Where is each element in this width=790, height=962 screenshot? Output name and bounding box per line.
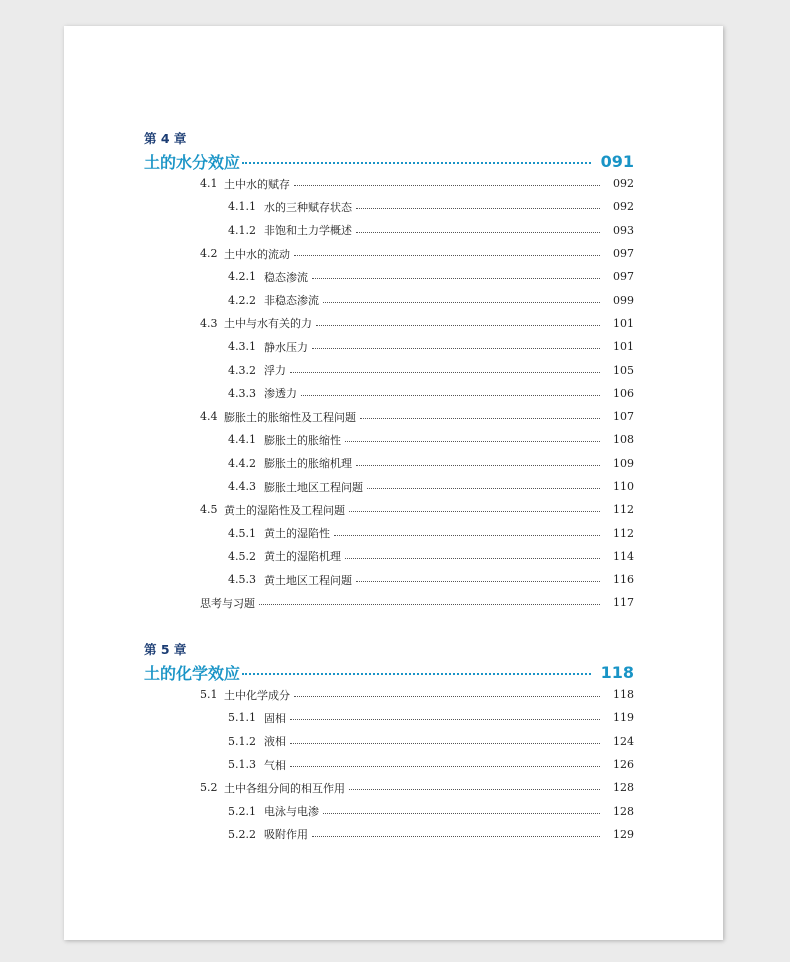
dot-leader bbox=[312, 278, 600, 279]
section-number: 5.2.2 bbox=[228, 827, 256, 841]
chapter-4-section bbox=[144, 130, 634, 615]
chapter-label: 第 4 章 bbox=[144, 131, 187, 146]
chapter-entries bbox=[144, 172, 634, 615]
section-number: 4.3.1 bbox=[228, 340, 256, 354]
section-title: 静水压力 bbox=[264, 340, 308, 354]
chapter-5-section bbox=[144, 641, 634, 846]
page-number: 117 bbox=[613, 596, 634, 610]
page-number: 112 bbox=[613, 526, 634, 540]
section-number: 4.2.2 bbox=[228, 293, 256, 307]
chapter-page-number: 118 bbox=[600, 662, 634, 682]
section-title: 思考与习题 bbox=[200, 596, 255, 610]
page-number: 118 bbox=[613, 688, 634, 702]
dot-leader bbox=[356, 232, 600, 233]
section-title: 非饱和土力学概述 bbox=[264, 224, 352, 238]
toc-entry[interactable] bbox=[144, 545, 634, 568]
section-number: 5.1.1 bbox=[228, 711, 256, 725]
toc-entry[interactable] bbox=[144, 195, 634, 218]
page-number: 092 bbox=[613, 177, 634, 191]
page-number: 114 bbox=[613, 549, 634, 563]
page-number: 124 bbox=[613, 734, 634, 748]
toc-entry[interactable] bbox=[144, 591, 634, 614]
toc-entry[interactable] bbox=[144, 172, 634, 195]
section-title: 稳态渗流 bbox=[264, 270, 308, 284]
toc-entry[interactable] bbox=[144, 219, 634, 242]
dot-leader bbox=[301, 395, 600, 396]
page-number: 128 bbox=[613, 781, 634, 795]
dot-leader bbox=[294, 185, 600, 186]
section-number: 4.5.1 bbox=[228, 526, 256, 540]
section-title: 土中各组分间的相互作用 bbox=[224, 781, 345, 795]
section-number: 4.2.1 bbox=[228, 270, 256, 284]
chapter-label: 第 5 章 bbox=[144, 642, 187, 657]
chapter-title: 土的化学效应 bbox=[144, 663, 241, 683]
dot-leader bbox=[290, 719, 600, 720]
section-title: 水的三种赋存状态 bbox=[264, 200, 352, 214]
dot-leader bbox=[349, 511, 600, 512]
dot-leader bbox=[345, 558, 600, 559]
section-title: 膨胀土的胀缩性 bbox=[264, 433, 341, 447]
section-title: 吸附作用 bbox=[264, 828, 308, 842]
toc-entry[interactable] bbox=[144, 428, 634, 451]
dot-leader bbox=[294, 696, 600, 697]
toc-entry[interactable] bbox=[144, 498, 634, 521]
section-title: 黄土的湿陷机理 bbox=[264, 550, 341, 564]
toc-entry[interactable] bbox=[144, 823, 634, 846]
page-number: 097 bbox=[613, 247, 634, 261]
section-title: 浮力 bbox=[264, 364, 286, 378]
page-number: 126 bbox=[613, 758, 634, 772]
section-title: 黄土地区工程问题 bbox=[264, 573, 352, 587]
toc-entry[interactable] bbox=[144, 706, 634, 729]
dot-leader bbox=[290, 372, 600, 373]
toc-entry[interactable] bbox=[144, 335, 634, 358]
section-number: 4.3.2 bbox=[228, 363, 256, 377]
section-number: 5.2.1 bbox=[228, 804, 256, 818]
dot-leader bbox=[242, 673, 591, 675]
section-title: 膨胀土的胀缩性及工程问题 bbox=[224, 410, 356, 424]
chapter-title-row[interactable] bbox=[144, 661, 634, 683]
page-number: 097 bbox=[613, 270, 634, 284]
section-number: 4.2 bbox=[200, 247, 218, 261]
toc-entry[interactable] bbox=[144, 312, 634, 335]
section-title: 黄土的湿陷性及工程问题 bbox=[224, 503, 345, 517]
section-number: 5.2 bbox=[200, 781, 218, 795]
dot-leader bbox=[323, 813, 600, 814]
section-number: 4.4.1 bbox=[228, 433, 256, 447]
dot-leader bbox=[356, 208, 600, 209]
toc-entry[interactable] bbox=[144, 452, 634, 475]
page-number: 109 bbox=[613, 456, 634, 470]
page-number: 105 bbox=[613, 363, 634, 377]
toc-entry[interactable] bbox=[144, 799, 634, 822]
chapter-title: 土的水分效应 bbox=[144, 152, 241, 172]
section-number: 4.4 bbox=[200, 410, 218, 424]
section-number: 4.4.2 bbox=[228, 456, 256, 470]
toc-entry[interactable] bbox=[144, 242, 634, 265]
section-number: 4.1.1 bbox=[228, 200, 256, 214]
dot-leader bbox=[312, 836, 600, 837]
section-title: 土中水的赋存 bbox=[224, 177, 290, 191]
toc-entry[interactable] bbox=[144, 265, 634, 288]
dot-leader bbox=[323, 302, 600, 303]
page-number: 101 bbox=[613, 316, 634, 330]
section-number: 5.1 bbox=[200, 688, 218, 702]
section-number: 4.4.3 bbox=[228, 480, 256, 493]
section-title: 气相 bbox=[264, 758, 286, 772]
section-number: 4.1 bbox=[200, 177, 218, 191]
toc-entry[interactable] bbox=[144, 753, 634, 776]
dot-leader bbox=[334, 535, 600, 536]
page-number: 112 bbox=[613, 503, 634, 517]
chapter-page-number: 091 bbox=[600, 151, 634, 171]
toc-entry[interactable] bbox=[144, 568, 634, 591]
dot-leader bbox=[367, 488, 600, 489]
section-title: 土中与水有关的力 bbox=[224, 317, 312, 331]
toc-entry[interactable] bbox=[144, 358, 634, 381]
dot-leader bbox=[294, 255, 600, 256]
page-number: 093 bbox=[613, 223, 634, 237]
dot-leader bbox=[349, 789, 600, 790]
section-title: 膨胀土的胀缩机理 bbox=[264, 457, 352, 471]
section-title: 固相 bbox=[264, 711, 286, 725]
dot-leader bbox=[316, 325, 600, 326]
toc-entry[interactable] bbox=[144, 405, 634, 428]
page-number: 099 bbox=[613, 293, 634, 307]
page-number: 106 bbox=[613, 386, 634, 400]
dot-leader bbox=[312, 348, 600, 349]
chapter-entries bbox=[144, 683, 634, 846]
section-number: 4.3.3 bbox=[228, 386, 256, 400]
section-number: 4.3 bbox=[200, 316, 218, 330]
page-number: 116 bbox=[613, 573, 634, 587]
section-title: 黄土的湿陷性 bbox=[264, 527, 330, 541]
page-number: 092 bbox=[613, 200, 634, 214]
toc-entry[interactable] bbox=[144, 521, 634, 544]
page-number: 101 bbox=[613, 340, 634, 354]
dot-leader bbox=[356, 581, 600, 582]
page-number: 129 bbox=[613, 827, 634, 841]
section-title: 渗透力 bbox=[264, 387, 297, 401]
section-number: 5.1.3 bbox=[228, 758, 256, 772]
toc-entry[interactable] bbox=[144, 475, 634, 498]
section-number: 4.5.3 bbox=[228, 573, 256, 587]
dot-leader bbox=[356, 465, 600, 466]
page-number: 119 bbox=[613, 711, 634, 725]
toc-entry[interactable] bbox=[144, 683, 634, 706]
page-number: 108 bbox=[613, 433, 634, 447]
dot-leader bbox=[290, 766, 600, 767]
chapter-title-row[interactable] bbox=[144, 150, 634, 172]
section-title: 液相 bbox=[264, 735, 286, 749]
toc-entry[interactable] bbox=[144, 730, 634, 753]
page-number: 128 bbox=[613, 804, 634, 818]
section-number: 4.1.2 bbox=[228, 223, 256, 237]
dot-leader bbox=[242, 162, 591, 164]
section-number: 4.5 bbox=[200, 503, 218, 517]
dot-leader bbox=[360, 418, 600, 419]
section-title: 土中化学成分 bbox=[224, 688, 290, 702]
dot-leader bbox=[259, 604, 600, 605]
section-title: 土中水的流动 bbox=[224, 247, 290, 261]
dot-leader bbox=[345, 441, 600, 442]
section-title: 电泳与电渗 bbox=[264, 805, 319, 819]
section-number: 4.5.2 bbox=[228, 549, 256, 563]
dot-leader bbox=[290, 743, 600, 744]
toc-page bbox=[64, 26, 723, 940]
section-title: 膨胀土地区工程问题 bbox=[264, 480, 363, 494]
toc-entry[interactable] bbox=[144, 776, 634, 799]
page-number: 107 bbox=[613, 410, 634, 424]
page-number: 110 bbox=[613, 480, 634, 493]
toc-entry[interactable] bbox=[144, 382, 634, 405]
section-title: 非稳态渗流 bbox=[264, 294, 319, 308]
toc-entry[interactable] bbox=[144, 288, 634, 311]
section-number: 5.1.2 bbox=[228, 734, 256, 748]
